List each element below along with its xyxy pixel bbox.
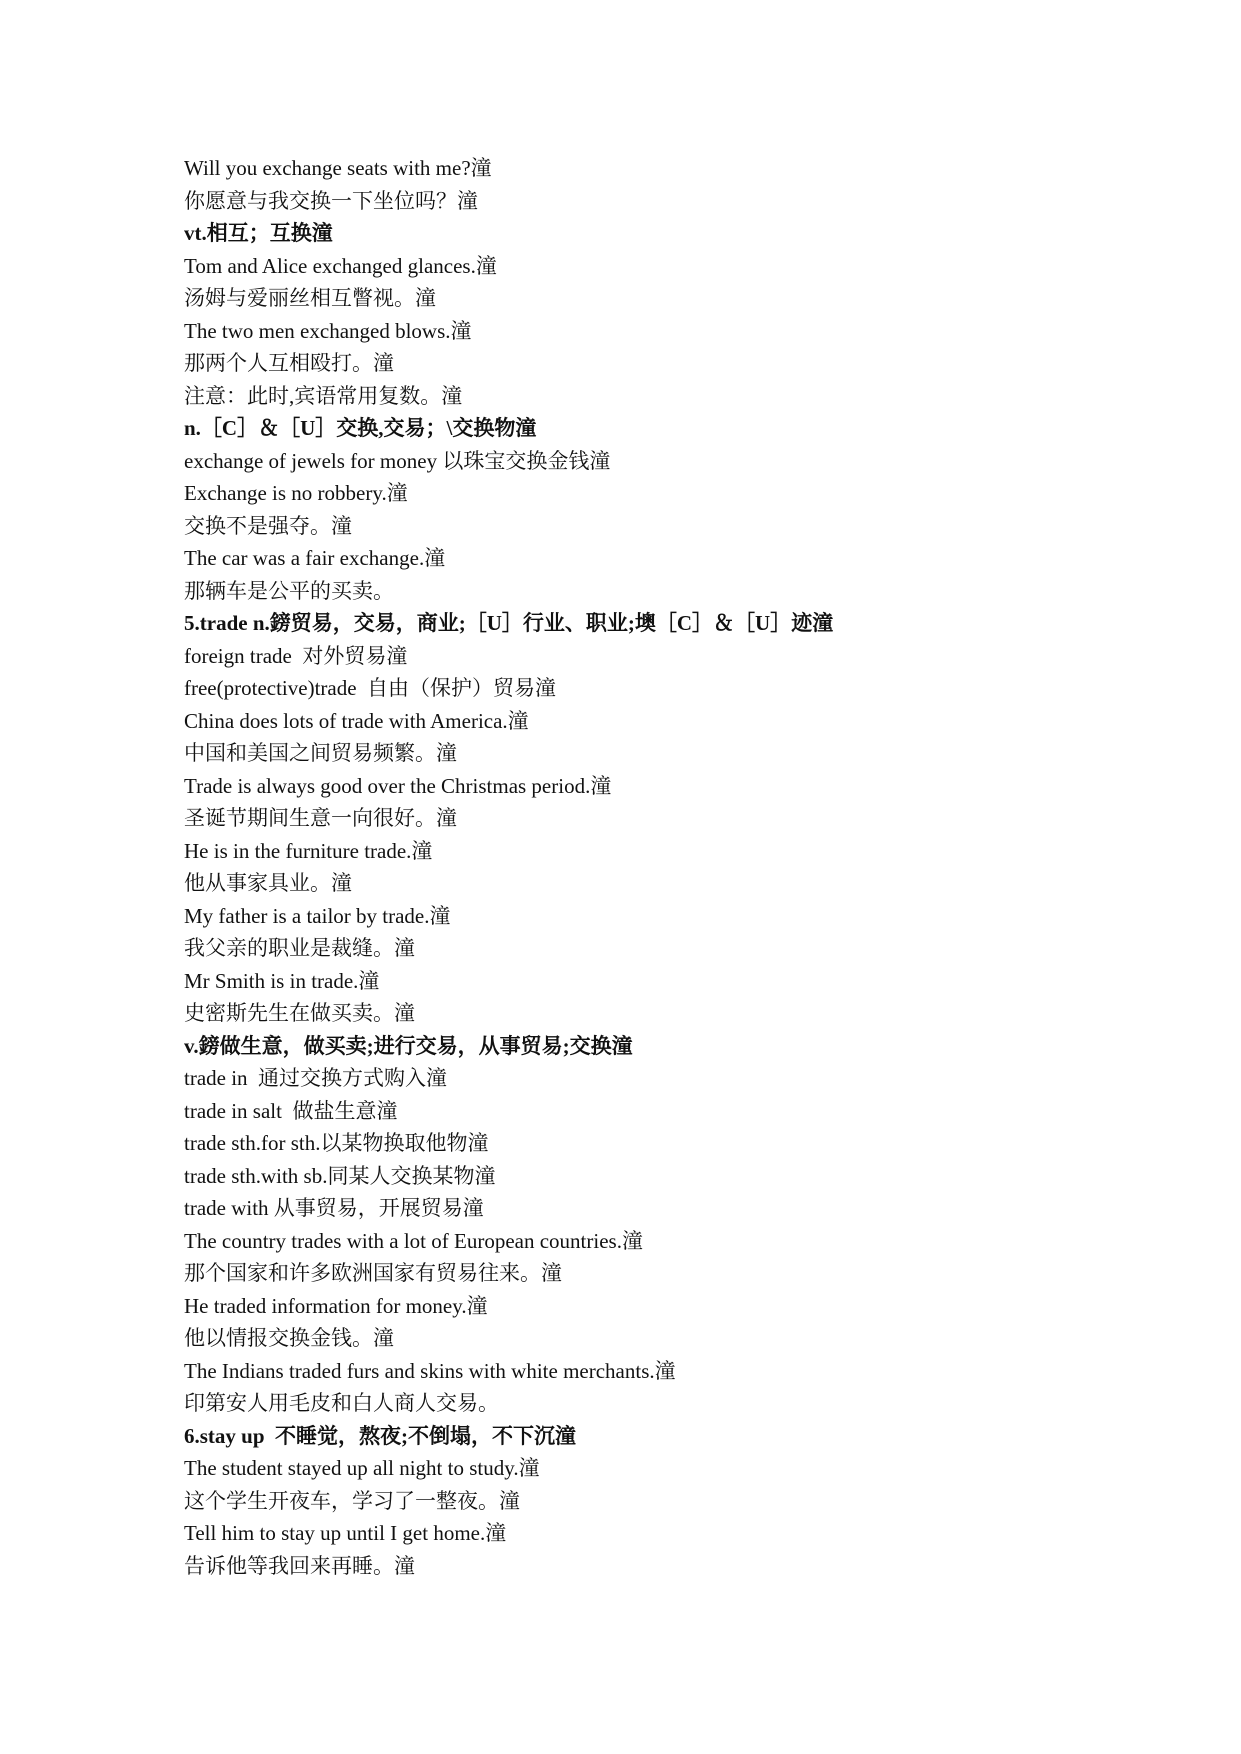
text-line: The country trades with a lot of European countries.潼 (184, 1228, 643, 1253)
text-line: 那辆车是公平的买卖。 (184, 578, 394, 603)
text-line: Tell him to stay up until I get home.潼 (184, 1521, 507, 1545)
text-line: 你愿意与我交换一下坐位吗？潼 (184, 188, 478, 213)
text-line: Exchange is no robbery.潼 (184, 481, 408, 505)
definition-heading: v.鎊做生意，做买卖;进行交易，从事贸易;交换潼 (184, 1033, 633, 1058)
text-line: 中国和美国之间贸易频繁。潼 (184, 741, 457, 765)
text-line: The Indians traded furs and skins with white merchants.潼 (184, 1358, 676, 1383)
document-body (184, 152, 1184, 1582)
text-line: 他以情报交换金钱。潼 (184, 1326, 394, 1350)
text-line: trade sth.for sth.以某物换取他物潼 (184, 1131, 489, 1155)
text-line: trade with 从事贸易，开展贸易潼 (184, 1196, 484, 1220)
note-line: 注意：此时,宾语常用复数。潼 (184, 383, 463, 408)
text-line: Mr Smith is in trade.潼 (184, 968, 380, 993)
text-line: 他从事家具业。潼 (184, 871, 352, 895)
text-line: 印第安人用毛皮和白人商人交易。 (184, 1391, 499, 1415)
entry-heading: 5.trade n.鎊贸易，交易，商业;［U］行业、职业;墺［C］＆［U］迹潼 (184, 611, 834, 635)
text-line: trade sth.with sb.同某人交换某物潼 (184, 1163, 496, 1188)
text-line: China does lots of trade with America.潼 (184, 708, 529, 733)
text-line: 告诉他等我回来再睡。潼 (184, 1553, 415, 1578)
text-line: 汤姆与爱丽丝相互瞥视。潼 (184, 286, 436, 310)
text-line: exchange of jewels for money 以珠宝交换金钱潼 (184, 448, 611, 473)
text-line: 我父亲的职业是裁缝。潼 (184, 936, 415, 960)
definition-heading: n.［C］＆［U］交换,交易；\交换物潼 (184, 416, 537, 440)
text-line: Will you exchange seats with me?潼 (184, 156, 492, 180)
text-line: free(protective)trade 自由（保护）贸易潼 (184, 676, 557, 700)
text-line: Tom and Alice exchanged glances.潼 (184, 253, 497, 278)
text-line: 这个学生开夜车，学习了一整夜。潼 (184, 1488, 520, 1513)
definition-heading: vt.相互；互换潼 (184, 221, 333, 245)
text-line: trade in 通过交换方式购入潼 (184, 1066, 448, 1090)
text-line: 那个国家和许多欧洲国家有贸易往来。潼 (184, 1261, 562, 1285)
text-line: 交换不是强夺。潼 (184, 513, 352, 538)
text-line: The student stayed up all night to study.潼 (184, 1456, 540, 1480)
text-line: 圣诞节期间生意一向很好。潼 (184, 806, 457, 830)
text-line: trade in salt 做盐生意潼 (184, 1098, 398, 1123)
text-line: Trade is always good over the Christmas period.潼 (184, 773, 612, 798)
text-line: foreign trade 对外贸易潼 (184, 643, 408, 668)
text-line: He traded information for money.潼 (184, 1293, 488, 1318)
text-line: 史密斯先生在做买卖。潼 (184, 1001, 415, 1025)
text-line: The car was a fair exchange.潼 (184, 546, 446, 570)
text-line: The two men exchanged blows.潼 (184, 318, 472, 343)
entry-heading: 6.stay up 不睡觉，熬夜;不倒塌，不下沉潼 (184, 1423, 577, 1448)
text-line: My father is a tailor by trade.潼 (184, 903, 451, 928)
text-line: He is in the furniture trade.潼 (184, 838, 433, 863)
text-line: 那两个人互相殴打。潼 (184, 351, 394, 375)
